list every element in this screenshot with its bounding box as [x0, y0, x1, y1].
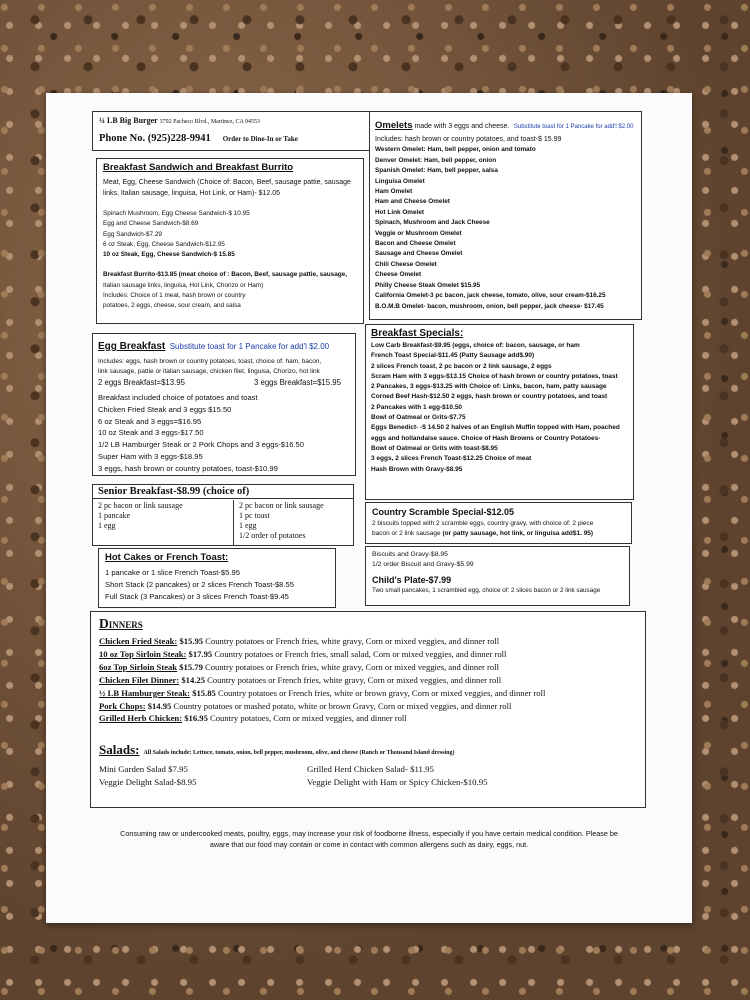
dinner-name: Chicken Filet Dinner:: [99, 674, 180, 685]
omelets-list: [375, 145, 636, 312]
special-line: Eggs Benedict- -$ 14.50 2 halves of an English Muffin topped with Ham, poached: [371, 424, 620, 432]
salads-right-list: [307, 763, 488, 789]
egg-price-3: 3 eggs Breakfast=$15.95: [254, 378, 341, 387]
sandwich-line: potatoes, 2 eggs, cheese, sour cream, and salsa: [103, 302, 241, 310]
egg-item: 10 oz Steak and 3 eggs-$17.50: [98, 428, 204, 438]
dinner-item: [99, 674, 637, 687]
dinner-price: $15.79: [177, 661, 203, 672]
omelet-item: Chili Cheese Omelet: [375, 260, 437, 268]
hotcakes-item: Full Stack (3 Pancakes) or 3 slices French Toast-$9.45: [105, 592, 289, 601]
special-line: 2 slices French toast, 2 pc bacon or 2 link sausage, 2 eggs: [371, 362, 552, 370]
biscuits-line2: 1/2 order Biscuit and Gravy-$5.99: [372, 561, 474, 569]
sandwich-line: [103, 199, 357, 209]
country-scramble-line1: 2 biscuits topped with 2 scramble eggs, country gravy, with choice of: 2 piece: [372, 520, 594, 527]
dinner-item: [99, 635, 637, 648]
special-line: 2 Pancakes with 1 egg-$10.50: [371, 403, 463, 411]
omelet-item: B.O.M.B Omelet- bacon, mushroom, onion, bell pepper, jack cheese- $17.45: [375, 302, 604, 310]
allergy-line1: Consuming raw or undercooked meats, poultry, eggs, may increase your risk of foodborne illness, especially if you have certain medical condition. Please be: [120, 829, 618, 838]
allergy-disclaimer: [66, 828, 672, 850]
sandwich-line: [103, 260, 357, 270]
omelet-item: Cheese Omelet: [375, 271, 422, 279]
salads-includes: All Salads include: Lettuce, tomato, onion, bell pepper, mushroom, olive, and cheese (Ranch or Thousand Island dressing): [143, 750, 455, 757]
salad-item: Mini Garden Salad $7.95: [99, 764, 188, 775]
dinner-item: [99, 648, 637, 661]
special-line: Hash Brown with Gravy-$8.95: [371, 465, 463, 473]
omelets-subtitle: made with 3 eggs and cheese.: [412, 123, 510, 130]
sandwich-line: Meat, Egg, Cheese Sandwich (Choice of: Bacon, Beef, sausage pattie, sausage: [103, 179, 351, 186]
egg-item: Chicken Fried Steak and 3 eggs $15.50: [98, 404, 232, 414]
sandwich-line: 6 oz Steak, Egg, Cheese Sandwich-$12.95: [103, 240, 225, 248]
sandwich-line: Egg and Cheese Sandwich-$8.69: [103, 220, 199, 228]
specials-title: Breakfast Specials:: [371, 328, 464, 339]
special-line: Bowl of Oatmeal or Grits with toast-$8.95: [371, 444, 498, 452]
special-line: 2 Pancakes, 3 eggs-$13.25 with Choice of: Links, bacon, ham, patty sausage: [371, 383, 607, 391]
biscuits-line1: Biscuits and Gravy-$8.95: [372, 551, 448, 558]
hotcakes-box: [98, 548, 336, 608]
dinner-name: 6oz Top Sirloin Steak: [99, 661, 178, 672]
senior-title: Senior Breakfast-$8.99 (choice of): [93, 485, 353, 499]
sandwich-line: Italian sausage links, linguisa, Hot Link, Chorizo or Ham): [103, 281, 264, 289]
dinner-desc: Country potatoes or French fries, small salad, Corn or mixed veggies, and dinner roll: [212, 648, 507, 659]
hotcakes-title: Hot Cakes or French Toast:: [105, 552, 229, 563]
special-line: Bowl of Oatmeal or Grits-$7.75: [371, 414, 466, 422]
omelet-item: Ham Omelet: [375, 188, 413, 196]
sandwich-line: Includes: Choice of 1 meat, hash brown or country: [103, 291, 246, 299]
egg-item: Super Ham with 3 eggs-$18.95: [98, 451, 203, 461]
senior-box: [92, 484, 354, 546]
senior-right-item: 1/2 order of potatoes: [239, 531, 306, 540]
omelet-item: Spanish Omelet: Ham, bell pepper, salsa: [375, 167, 498, 175]
omelet-item: Linguisa Omelet: [375, 177, 425, 185]
salads-title: Salads:: [99, 742, 140, 758]
special-line: Low Carb Breakfast-$9.95 (eggs, choice of: bacon, sausage, or ham: [371, 342, 580, 349]
omelet-item: Spinach, Mushroom and Jack Cheese: [375, 219, 490, 227]
senior-left-item: 1 pancake: [98, 511, 131, 520]
country-scramble-box: [365, 502, 632, 544]
restaurant-address: 3792 Pacheco Blvd., Martinez, CA 94553: [159, 119, 260, 125]
omelet-item: Bacon and Cheese Omelet: [375, 240, 456, 248]
omelet-item: California Omelet-3 pc bacon, jack cheese, tomato, olive, sour cream-$16.25: [375, 292, 606, 300]
dinners-title: Dinners: [99, 616, 143, 631]
egg-item: 6 oz Steak and 3 eggs=$16.95: [98, 416, 202, 426]
omelet-item: Hot Link Omelet: [375, 208, 425, 216]
dinner-price: $16.95: [182, 713, 208, 724]
dinner-desc: Country potatoes or mashed potato, white or brown Gravy, Corn or mixed veggies, and dinner roll: [171, 700, 512, 711]
dinner-price: $15.95: [177, 636, 204, 646]
child-plate-title: Child's Plate-$7.99: [372, 574, 452, 585]
salad-item: Veggie Delight Salad-$8.95: [99, 777, 197, 788]
special-line: Corned Beef Hash-$12.50 2 eggs, hash brown or country potatoes, and toast: [371, 393, 608, 401]
omelets-box: [369, 111, 642, 320]
special-line: Scram Ham with 3 eggs-$13.15 Choice of hash brown or country potatoes, toast: [371, 372, 618, 380]
omelet-item: Philly Cheese Steak Omelet $15.95: [375, 281, 481, 289]
dinner-item: [99, 687, 637, 700]
hotcakes-item: Short Stack (2 pancakes) or 2 slices French Toast-$8.55: [105, 580, 294, 589]
senior-left-item: 1 egg: [98, 521, 116, 530]
country-scramble-title: Country Scramble Special-$12.05: [372, 507, 515, 517]
omelets-sub-note: Substitute toast for 1 Pancake for add'l $2.00: [513, 124, 634, 130]
hotcakes-list: [105, 567, 329, 603]
omelet-item: Veggie or Mushroom Omelet: [375, 229, 462, 237]
dinner-desc: Country potatoes or French fries, white gravy, Corn or mixed veggies, and dinner roll: [203, 636, 500, 646]
salad-item: Grilled Herd Chicken Salad- $11.95: [307, 764, 434, 775]
dinner-price: $15.85: [190, 687, 216, 698]
egg-item: Breakfast included choice of potatoes and toast: [98, 393, 258, 402]
specials-box: [365, 324, 634, 500]
senior-left-item: 2 pc bacon or link sausage: [98, 501, 183, 510]
dinner-price: $17.95: [186, 648, 213, 659]
egg-items: [98, 392, 350, 475]
dinner-desc: Country potatoes or French fries, white gravy, Corn or mixed veggies, and dinner roll: [202, 661, 499, 672]
omelet-item: Sausage and Cheese Omelet: [375, 250, 463, 258]
egg-price-2: 2 eggs Breakfast=$13.95: [98, 378, 185, 387]
egg-breakfast-title: Egg Breakfast: [98, 341, 166, 352]
header-box: [92, 111, 370, 151]
sandwich-line: links, Italian sausage, linguisa, Hot Link, or Ham)- $12.05: [103, 190, 281, 197]
allergy-line2: aware that our food may contain or come in contact with common allergens such as dairy, eggs, nut.: [209, 840, 529, 849]
special-line: eggs and hollandaise sauce. Choice of Hash Browns or Country Potatoes-: [371, 434, 601, 442]
omelets-includes: Includes: hash brown or country potatoes, and toast-$ 15.99: [375, 136, 562, 143]
dinner-name: Pork Chops:: [99, 700, 146, 711]
dinner-name: Chicken Fried Steak:: [99, 636, 178, 646]
omelet-item: Western Omelet: Ham, bell pepper, onion and tomato: [375, 146, 536, 154]
special-line: 3 eggs, 2 slices French Toast-$12.25 Choice of meat: [371, 455, 532, 463]
dinner-desc: Country potatoes or French fries, white gravy, Corn or mixed veggies, and dinner roll: [204, 674, 502, 685]
egg-includes: [98, 357, 350, 377]
restaurant-name: ¼ LB Big Burger: [99, 116, 158, 125]
senior-right-item: 1 egg: [239, 521, 257, 530]
salads-left-list: [99, 763, 196, 789]
senior-left-list: [93, 500, 234, 545]
dinner-item: [99, 661, 637, 674]
dinner-item: [99, 700, 637, 713]
dinner-desc: Country potatoes, Corn or mixed veggies, and dinner roll: [207, 713, 407, 724]
sandwich-title: Breakfast Sandwich and Breakfast Burrito: [103, 162, 294, 173]
sandwich-line: Breakfast Burrito-$13.85 (meat choice of : Bacon, Beef, sausage pattie, sausage,: [103, 271, 347, 279]
sandwich-line: Egg Sandwich-$7.29: [103, 230, 162, 238]
egg-item: 3 eggs, hash brown or country potatoes, toast-$10.99: [98, 463, 278, 473]
country-scramble-line2a: bacon or 2 link sausage: [372, 530, 441, 538]
phone-number: Phone No. (925)228-9941: [99, 133, 211, 144]
child-plate-desc: Two small pancakes, 1 scrambled egg, choice of: 2 slices bacon or 2 link sausage: [372, 586, 601, 594]
dinner-name: Grilled Herb Chicken:: [99, 713, 183, 724]
sandwich-line: 10 oz Steak, Egg, Cheese Sandwich-$ 15.85: [103, 251, 235, 259]
dinner-name: 10 oz Top Sirloin Steak:: [99, 648, 187, 659]
sandwich-line: Spinach Mushroom, Egg Cheese Sandwich-$ 10.95: [103, 210, 250, 218]
menu-sheet: [46, 93, 692, 923]
salad-item: Veggie Delight with Ham or Spicy Chicken-$10.95: [307, 777, 488, 788]
biscuits-box: [365, 546, 630, 606]
omelets-title: Omelets: [375, 120, 413, 131]
dinners-box: [90, 611, 646, 808]
senior-right-item: 2 pc bacon or link sausage: [239, 501, 324, 510]
specials-list: [371, 341, 628, 475]
dinner-name: ½ LB Hamburger Steak:: [99, 687, 191, 698]
dinners-list: [99, 635, 637, 725]
dinner-price: $14.95: [145, 700, 172, 711]
hotcakes-item: 1 pancake or 1 slice French Toast-$5.95: [105, 568, 240, 577]
senior-right-list: [234, 500, 354, 545]
sandwich-box: [96, 158, 364, 324]
sandwich-list: [103, 177, 357, 311]
senior-right-item: 1 pc toast: [239, 511, 270, 520]
omelet-item: Denver Omelet: Ham, bell pepper, onion: [375, 156, 497, 164]
dinner-item: [99, 712, 637, 725]
egg-includes-line: link sausage, pattie or italian sausage, chicken filet, linguisa, Chorizo, hot link: [98, 368, 320, 375]
country-scramble-line2b: (or patty sausage, hot link, or linguisa add$1. 95): [442, 530, 594, 538]
omelet-item: Ham and Cheese Omelet: [375, 198, 450, 206]
dinner-desc: Country potatoes or French fries, white or brown gravy, Corn or mixed veggies, and dinner roll: [215, 687, 546, 698]
special-line: French Toast Special-$11.45 (Patty Sausage add$.90): [371, 352, 535, 360]
egg-includes-line: Includes: eggs, hash brown or country potatoes, toast, choice of: ham, bacon,: [98, 358, 322, 365]
egg-breakfast-box: [92, 333, 356, 476]
egg-item: 1/2 LB Hamburger Steak or 2 Pork Chops and 3 eggs-$16.50: [98, 440, 304, 450]
egg-breakfast-sub-note: Substitute toast for 1 Pancake for add'l $2.00: [169, 342, 330, 351]
dinner-price: $14.25: [179, 674, 205, 685]
order-note: Order to Dine-In or Take: [222, 135, 298, 143]
